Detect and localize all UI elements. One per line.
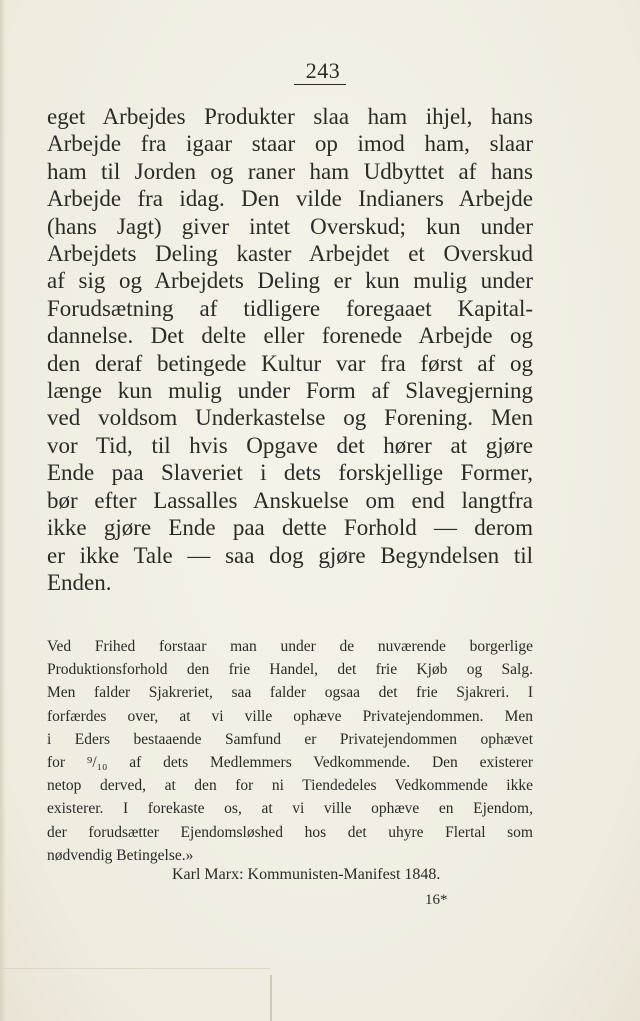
body-line: ham til Jorden og raner ham Udbyttet af hans: [47, 158, 533, 184]
body-line: Arbejde fra igaar staar op imod ham, slaar: [47, 131, 533, 157]
body-line: Enden.: [47, 569, 112, 595]
body-line: Ende paa Slaveriet i dets forskjellige Former,: [47, 460, 533, 486]
body-paragraph: [47, 103, 533, 596]
page-number-text: 243: [294, 59, 347, 85]
quote-line: netop derved, at den for ni Tiendedeles Vedkommende ikke: [47, 777, 533, 795]
quote-line: Produktionsforhold den frie Handel, det frie Kjøb og Salg.: [47, 661, 533, 679]
body-line: den deraf betingede Kultur var fra først af og: [47, 350, 533, 376]
body-line: af sig og Arbejdets Deling er kun mulig under: [47, 268, 533, 294]
page-number: [0, 58, 640, 85]
quote-line: Men falder Sjakreriet, saa falder ogsaa det frie Sjakreri. I: [47, 684, 533, 702]
quote-line: der forudsætter Ejendomsløshed hos det uhyre Flertal som: [47, 823, 533, 841]
body-line: Arbejde fra idag. Den vilde Indianers Arbejde: [47, 186, 533, 212]
quote-line: nødvendig Betingelse.»: [47, 846, 194, 864]
body-line: er ikke Tale — saa dog gjøre Begyndelsen til: [47, 542, 533, 568]
body-line: Forudsætning af tidligere foregaaet Kapital-: [47, 295, 533, 321]
body-line: ved voldsom Underkastelse og Forening. Men: [47, 405, 533, 431]
body-line: dannelse. Det delte eller forenede Arbejde og: [47, 323, 533, 349]
printer-signature: 16*: [425, 892, 448, 908]
quote-line: i Eders bestaaende Samfund er Privatejendommen ophævet: [47, 730, 533, 748]
quote-line: existerer. I forekaste os, at vi ville ophæve en Ejendom,: [47, 800, 533, 818]
body-line: vor Tid, til hvis Opgave det hører at gjøre: [47, 432, 533, 458]
body-line: eget Arbejdes Produkter slaa ham ihjel, hans: [47, 104, 533, 129]
quote-line: Ved Frihed forstaar man under de nuværende borgerlige: [47, 638, 533, 655]
body-line: ikke gjøre Ende paa dette Forhold — derom: [47, 515, 533, 541]
quote-line: forfærdes over, at vi ville ophæve Privatejendommen. Men: [47, 707, 533, 725]
body-line: Arbejdets Deling kaster Arbejdet et Overskud: [47, 241, 533, 267]
quote-attribution: Karl Marx: Kommunisten-Manifest 1848.: [172, 866, 441, 883]
scan-fold-mark: [270, 975, 272, 1021]
quote-line: for ⁹/₁₀ af dets Medlemmers Vedkommende. Den existerer: [47, 754, 533, 772]
scan-edge-line: [0, 968, 270, 969]
body-line: (hans Jagt) giver intet Overskud; kun under: [47, 213, 533, 239]
page-edge-shadow: [0, 0, 6, 1021]
footnote-quote: [47, 635, 533, 867]
body-line: bør efter Lassalles Anskuelse om end langtfra: [47, 487, 533, 513]
body-line: længe kun mulig under Form af Slavegjerning: [47, 378, 533, 404]
